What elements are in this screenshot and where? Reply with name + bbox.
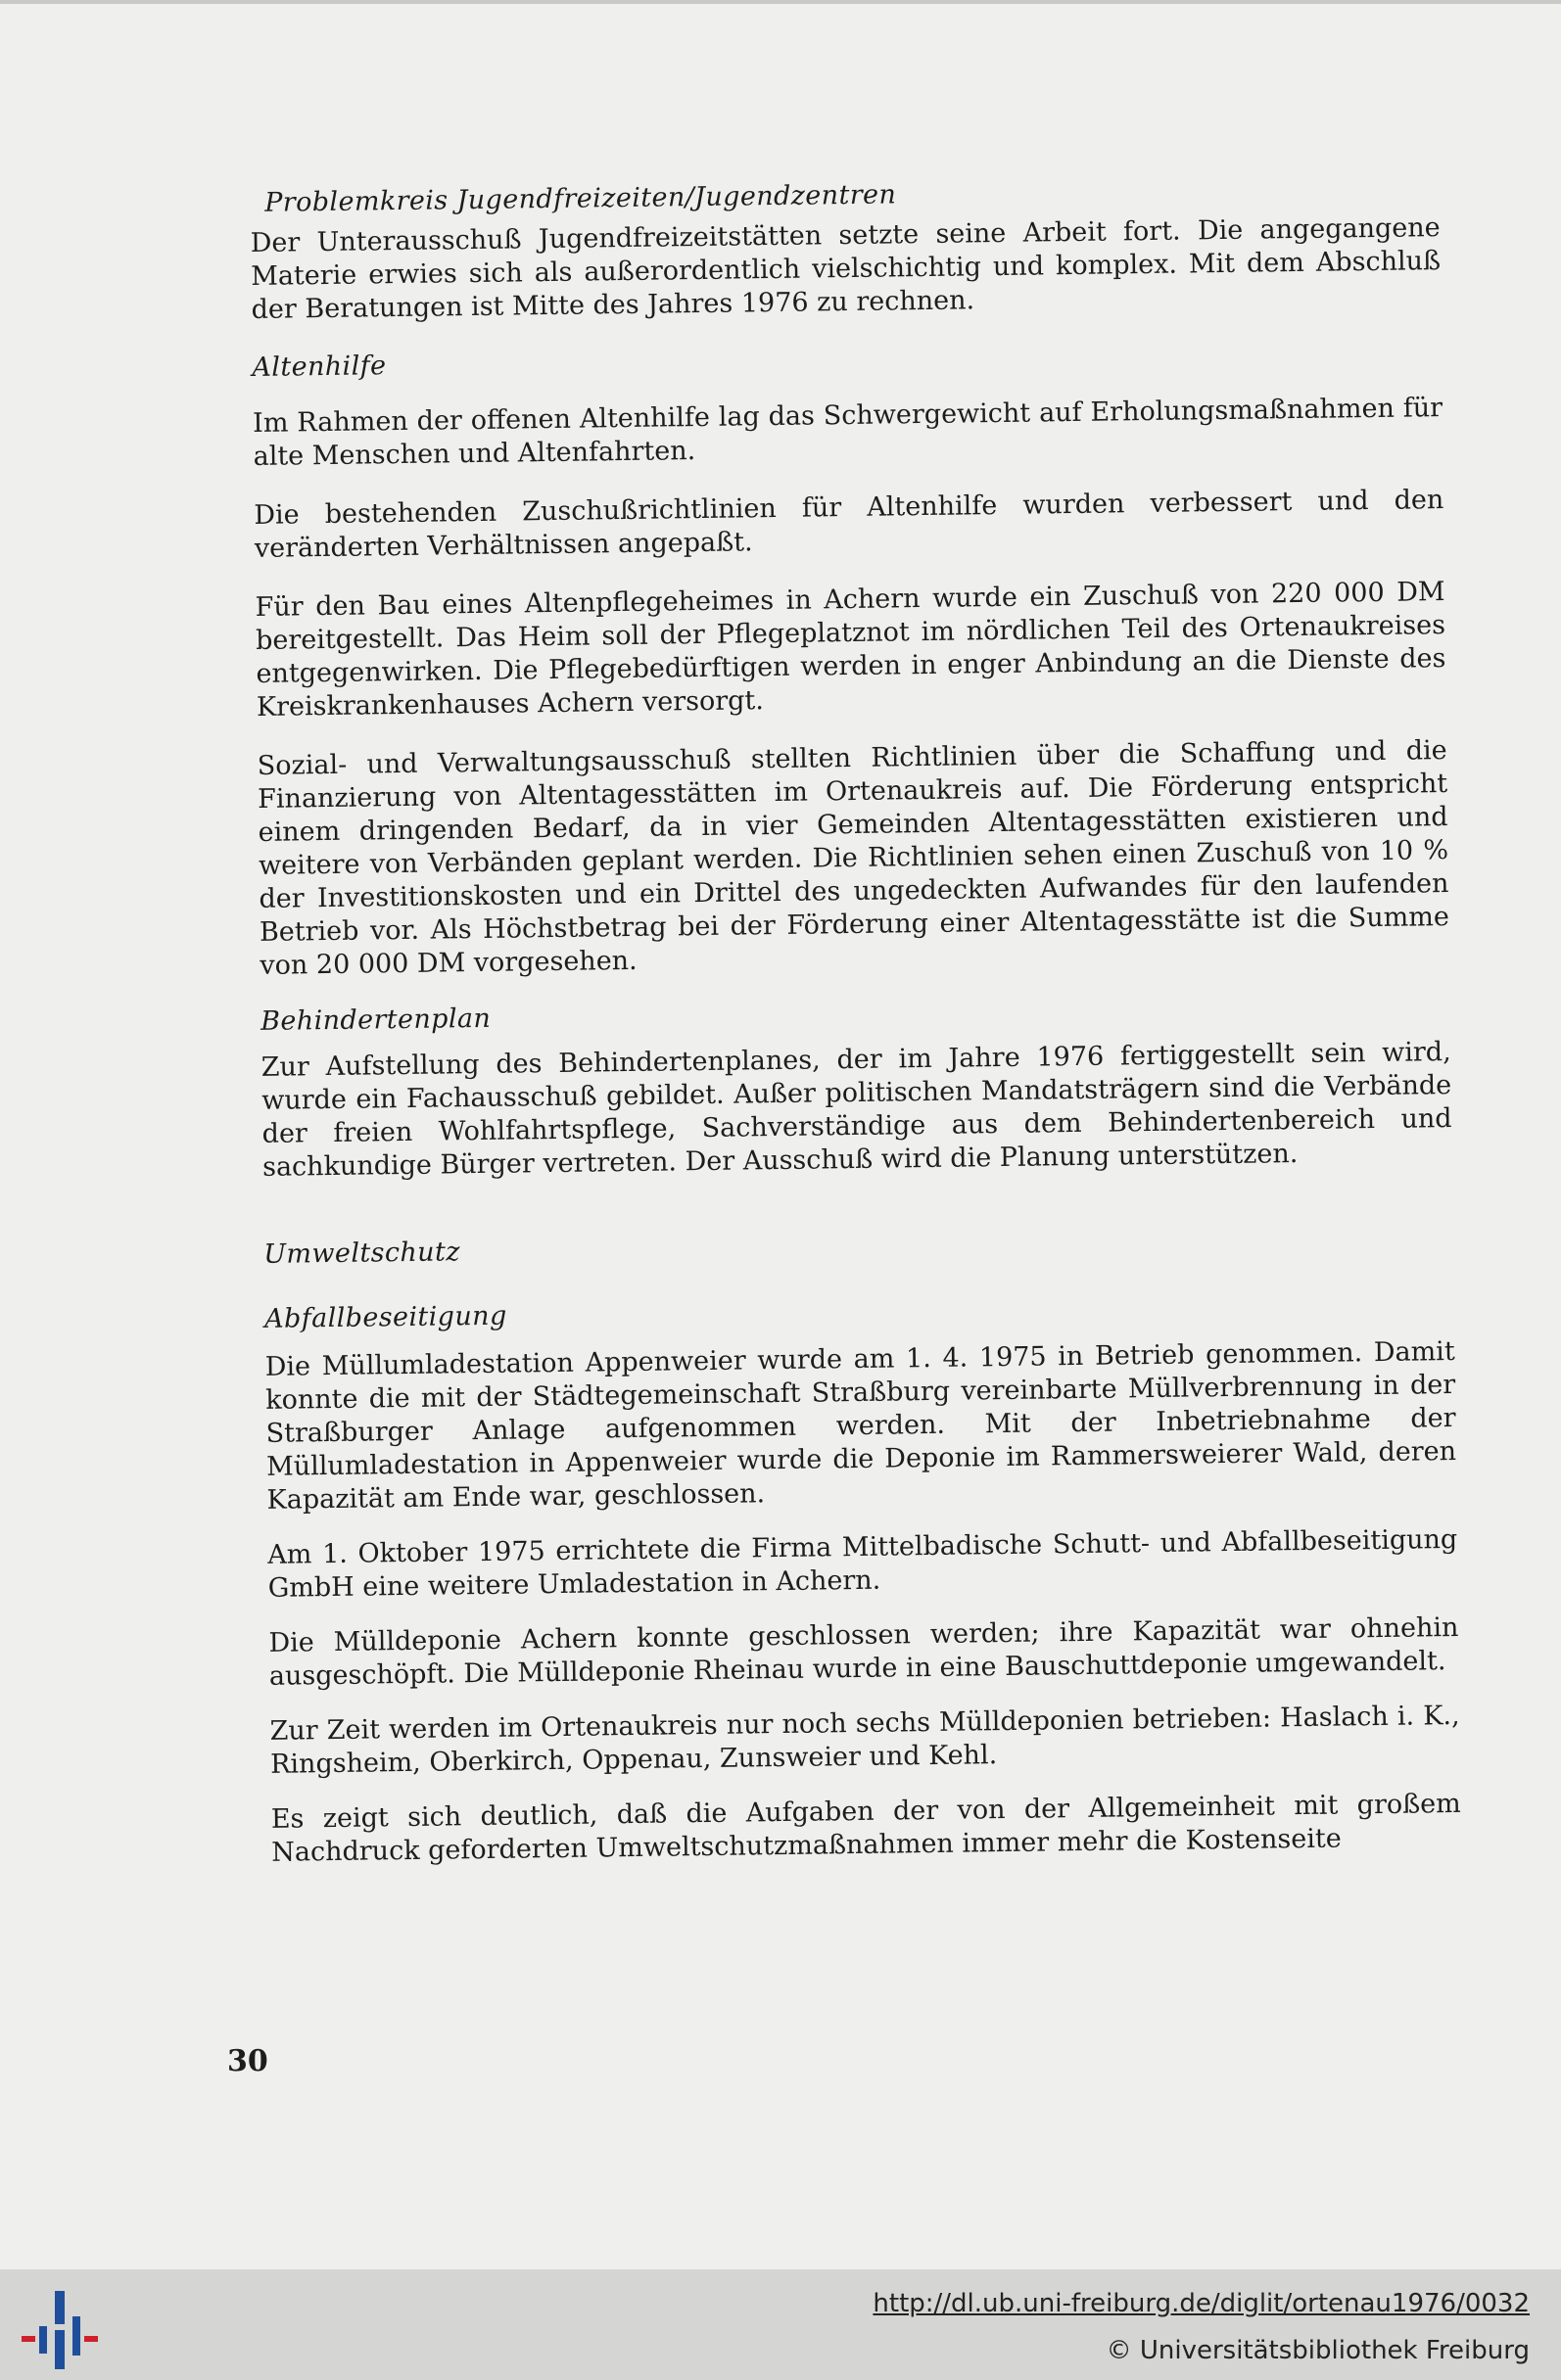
paragraph-umwelt-5: Es zeigt sich deutlich, daß die Aufgaben der von der Allgemeinheit mit großem Nachdruck geforderten Umweltschutzmaßnahmen immer mehr die Kostenseite xyxy=(270,1788,1461,1868)
paragraph-umwelt-4: Zur Zeit werden im Ortenaukreis nur noch sechs Mülldeponien betrieben: Haslach i. K., Ringsheim, Oberkirch, Oppenau, Zunsweier und Kehl. xyxy=(269,1700,1460,1780)
paragraph-altenhilfe-3: Für den Bau eines Altenpflegeheimes in Achern wurde ein Zuschuß von 220 000 DM bereitgestellt. Das Heim soll der Pflegeplatznot im nördlichen Teil des Ortenaukreises entgegenwirken. Die Pflegebedürftigen werden in enger Anbindung an die Dienste des Kreiskrankenhauses Achern versorgt. xyxy=(255,577,1446,723)
paragraph-altenhilfe-1: Im Rahmen der offenen Altenhilfe lag das Schwergewicht auf Erholungsmaßnahmen für alte Menschen und Altenfahrten. xyxy=(252,393,1443,472)
subheading-abfallbeseitigung: Abfallbeseitigung xyxy=(263,1300,507,1334)
paragraph-jugend-1: Der Unterausschuß Jugendfreizeitstätten setzte seine Arbeit fort. Die angegangene Materie erwies sich als außerordentlich vielschichtig und komplex. Mit dem Abschluß der Beratungen ist Mitte des Jahres 1976 zu rechnen. xyxy=(250,212,1442,325)
paragraph-umwelt-3: Die Mülldeponie Achern konnte geschlossen werden; ihre Kapazität war ohnehin ausgeschöpft. Die Mülldeponie Rheinau wurde in eine Bauschuttdeponie umgewandelt. xyxy=(268,1611,1459,1692)
heading-umweltschutz: Umweltschutz xyxy=(263,1237,461,1270)
paragraph-altenhilfe-4: Sozial- und Verwaltungsausschuß stellten Richtlinien über die Schaffung und die Finanzierung von Altentagesstätten im Ortenaukreis auf. Die Förderung entspricht einem dringenden Bedarf, da in vier Gemeinden Altentagesstätten existieren und weitere von Verbänden geplant werden. Die Richtlinien sehen einen Zuschuß von 10 % der Investitionskosten und ein Drittel des ungedeckten Aufwandes für den laufenden Betrieb vor. Als Höchstbetrag bei der Förderung einer Altentagesstätte ist die Summe von 20 000 DM vorgesehen. xyxy=(257,735,1450,981)
paragraph-umwelt-2: Am 1. Oktober 1975 errichtete die Firma Mittelbadische Schutt- und Abfallbeseitigung GmbH eine weitere Umladestation in Achern. xyxy=(267,1523,1458,1604)
heading-behindertenplan: Behindertenplan xyxy=(260,1003,492,1037)
library-footer xyxy=(0,2269,1561,2380)
page-top-edge xyxy=(0,0,1561,4)
ub-freiburg-logo-icon xyxy=(18,2287,104,2373)
heading-jugendfreizeiten: Problemkreis Jugendfreizeiten/Jugendzentren xyxy=(264,179,897,218)
page-number: 30 xyxy=(227,2044,268,2078)
heading-altenhilfe: Altenhilfe xyxy=(252,350,387,383)
paragraph-behinderten-1: Zur Aufstellung des Behindertenplanes, der im Jahre 1976 fertiggestellt sein wird, wurde ein Fachausschuß gebildet. Außer politischen Mandatsträgern sind die Verbände der freien Wohlfahrtspflege, Sachverständige aus dem Behindertenbereich und sachkundige Bürger vertreten. Der Ausschuß wird die Planung unterstützen. xyxy=(260,1037,1452,1183)
copyright-notice: © Universitätsbibliothek Freiburg xyxy=(1106,2336,1530,2365)
permalink-url[interactable]: http://dl.ub.uni-freiburg.de/diglit/ortenau1976/0032 xyxy=(873,2289,1530,2318)
page-body xyxy=(250,170,1461,1870)
paragraph-altenhilfe-2: Die bestehenden Zuschußrichtlinien für Altenhilfe wurden verbessert und den veränderten Verhältnissen angepaßt. xyxy=(254,485,1444,564)
paragraph-umwelt-1: Die Müllumladestation Appenweier wurde am 1. 4. 1975 in Betrieb genommen. Damit konnte die mit der Städtegemeinschaft Straßburg vereinbarte Müllverbrennung in der Straßburger Anlage aufgenommen werden. Mit der Inbetriebnahme der Müllumladestation in Appenweier wurde die Deponie im Rammersweierer Wald, deren Kapazität am Ende war, geschlossen. xyxy=(264,1335,1457,1516)
